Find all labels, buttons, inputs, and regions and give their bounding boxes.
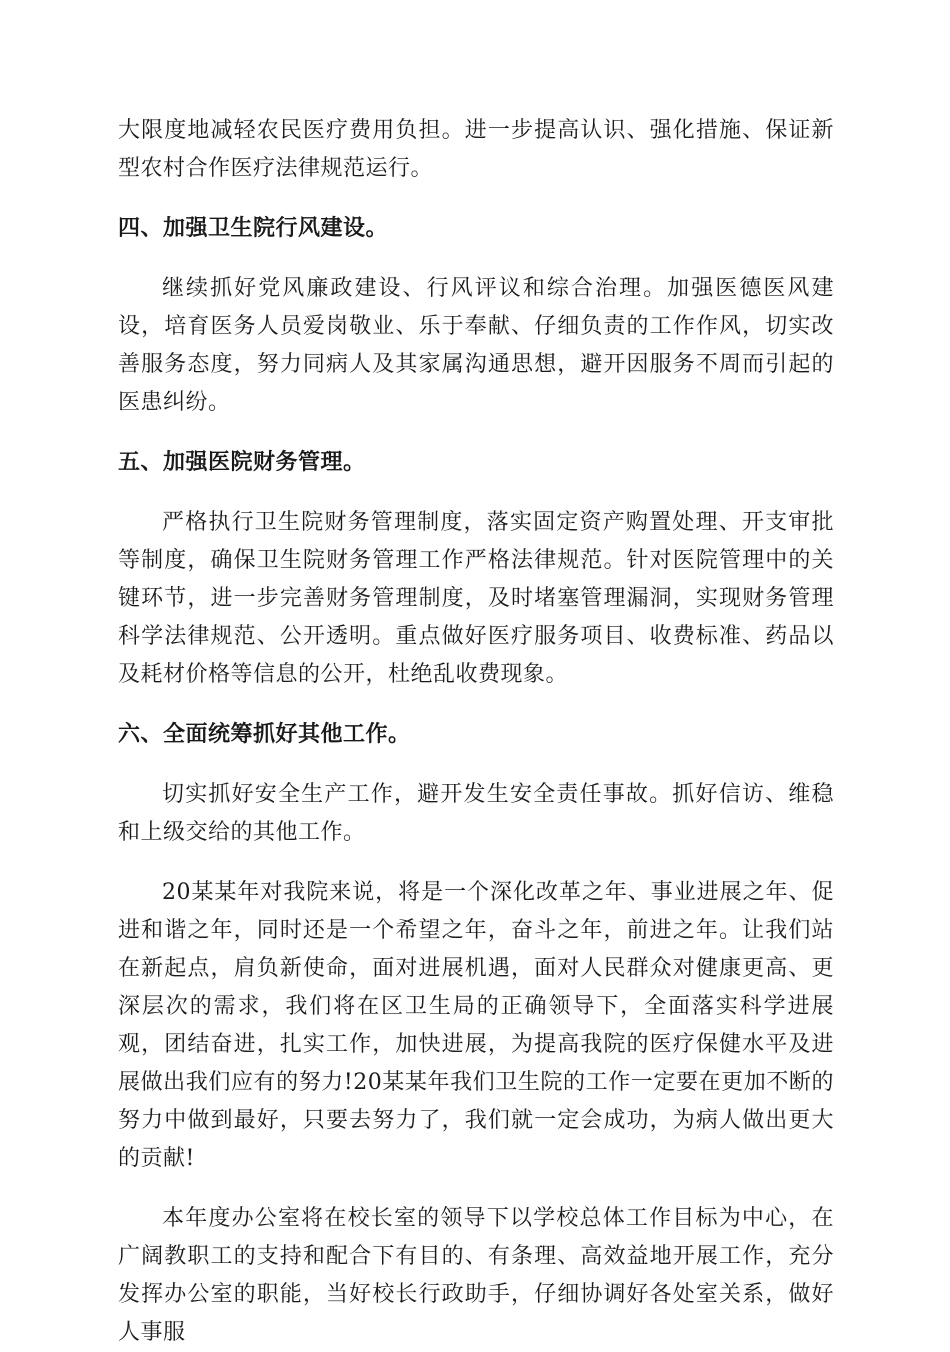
section-heading-5: 五、加强医院财务管理。: [118, 450, 366, 475]
paragraph-outlook: 20某某年对我院来说，将是一个深化改革之年、事业进展之年、促进和谐之年，同时还是一个希望之年，奋斗之年，前进之年。让我们站在新起点，肩负新使命，面对进展机遇，面对人民群众对健康更高、更深层次的需求，我们将在区卫生局的正确领导下，全面落实科学进展观，团结奋进，扎实工作，加快进展，为提高我院的医疗保健水平及进展做出我们应有的努力!20某某年我们卫生院的工作一定要在更加不断的努力中做到最好，只要去努力了，我们就一定会成功，为病人做出更大的贡献!: [118, 880, 834, 1171]
paragraph-office-plan: 本年度办公室将在校长室的领导下以学校总体工作目标为中心，在广阔教职工的支持和配合下有目的、有条理、高效益地开展工作，充分发挥办公室的职能，当好校长行政助手，仔细协调好各处室关系，做好人事服: [118, 1206, 834, 1345]
paragraph-other-work: 切实抓好安全生产工作，避开发生安全责任事故。抓好信访、维稳和上级交给的其他工作。: [118, 782, 834, 845]
paragraph-continuation: 大限度地减轻农民医疗费用负担。进一步提高认识、强化措施、保证新型农村合作医疗法律规范运行。: [118, 118, 834, 181]
section-heading-6: 六、全面统筹抓好其他工作。: [118, 722, 411, 747]
document-page: [118, 112, 834, 1352]
section-heading-4: 四、加强卫生院行风建设。: [118, 216, 389, 241]
paragraph-finance: 严格执行卫生院财务管理制度，落实固定资产购置处理、开支审批等制度，确保卫生院财务管理工作严格法律规范。针对医院管理中的关键环节，进一步完善财务管理制度，及时堵塞管理漏洞，实现财务管理科学法律规范、公开透明。重点做好医疗服务项目、收费标准、药品以及耗材价格等信息的公开，杜绝乱收费现象。: [118, 510, 834, 687]
paragraph-conduct: 继续抓好党风廉政建设、行风评议和综合治理。加强医德医风建设，培育医务人员爱岗敬业、乐于奉献、仔细负责的工作作风，切实改善服务态度，努力同病人及其家属沟通思想，避开因服务不周而引起的医患纠纷。: [118, 276, 834, 415]
